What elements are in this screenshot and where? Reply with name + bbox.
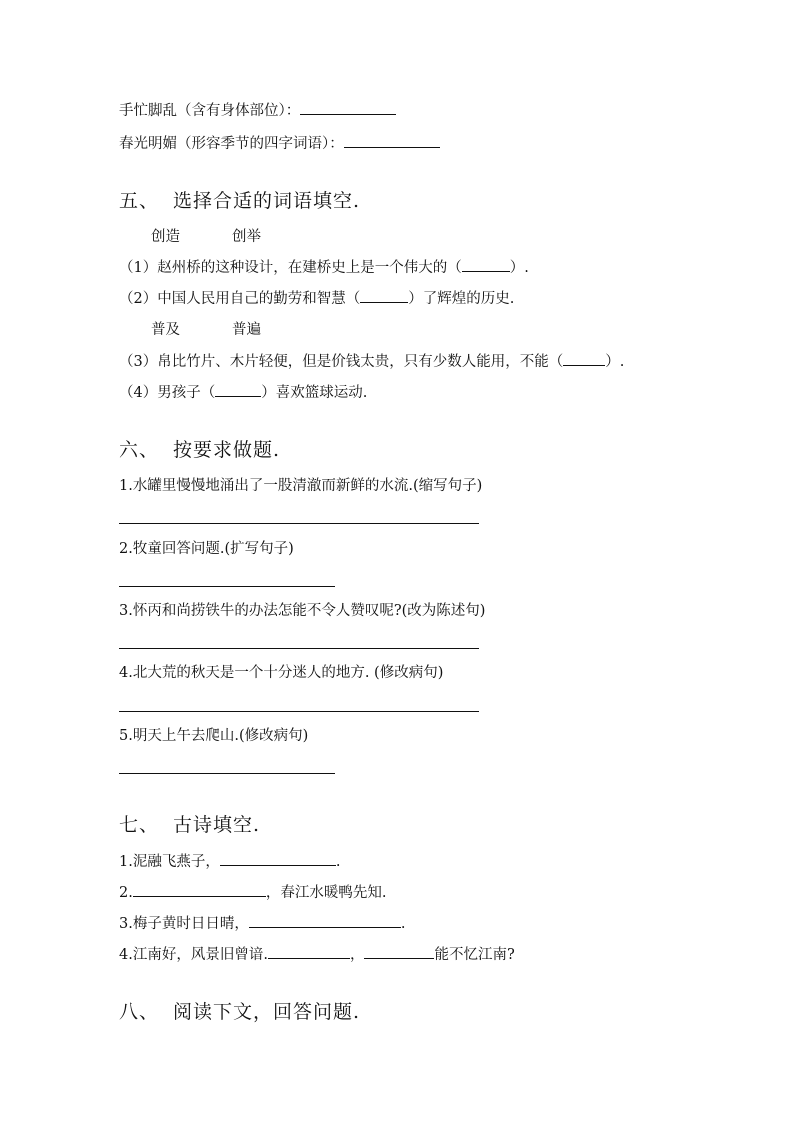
idiom-line-2 [119,133,440,154]
fill-blank[interactable] [220,851,336,866]
word-option: 创造 [151,229,180,245]
section-number: 六、 [119,439,160,461]
fill-blank[interactable] [360,288,408,303]
question-text: 4.江南好，风景旧曾谙. [119,947,268,963]
question-text: 3.梅子黄时日日晴， [119,916,249,932]
question-text: . [335,854,341,870]
question-text: （2）中国人民用自己的勤劳和智慧（ [119,291,361,307]
idiom-prompt-2: 春光明媚（形容季节的四字词语）： [119,136,344,152]
section-number: 七、 [119,814,160,836]
poem-question-2 [119,882,386,903]
fill-blank[interactable] [268,944,350,959]
question-text: （1）赵州桥的这种设计，在建桥史上是一个伟大的（ [119,260,462,276]
answer-line[interactable] [119,773,335,774]
question-6-4: 4.北大荒的秋天是一个十分迷人的地方. (修改病句) [119,665,444,681]
section-title: 选择合适的词语填空. [173,190,361,212]
section-title: 按要求做题. [173,439,281,461]
answer-line[interactable] [119,586,335,587]
section-5-heading [119,189,360,213]
section-6-heading [119,438,280,462]
question-6-1: 1.水罐里慢慢地涌出了一股清澈而新鲜的水流.(缩写句子) [119,478,483,494]
question-5-1 [119,257,529,278]
word-option: 创举 [232,229,261,245]
question-text: ，春江水暖鸭先知. [265,885,387,901]
fill-blank[interactable] [344,133,440,148]
idiom-line-1 [119,100,396,121]
idiom-prompt-1: 手忙脚乱（含有身体部位）： [119,103,301,119]
question-text: . [400,916,406,932]
question-5-3 [119,351,624,372]
section-title: 阅读下文，回答问题. [173,1001,361,1023]
answer-line[interactable] [119,523,479,524]
question-text: ， [349,947,365,963]
question-text: （3）帛比竹片、木片轻便，但是价钱太贵，只有少数人能用，不能（ [119,354,564,370]
question-text: ）. [605,354,625,370]
question-text: ）喜欢篮球运动. [261,385,368,401]
question-text: 1.泥融飞燕子， [119,854,220,870]
question-5-4 [119,382,367,403]
question-text: 2. [119,885,133,901]
fill-blank[interactable] [462,257,510,272]
section-title: 古诗填空. [173,814,261,836]
poem-question-3 [119,913,405,934]
fill-blank[interactable] [249,913,401,928]
question-6-3: 3.怀丙和尚捞铁牛的办法怎能不令人赞叹呢?(改为陈述句) [119,603,486,619]
answer-line[interactable] [119,648,479,649]
section-number: 八、 [119,1001,160,1023]
question-6-5: 5.明天上午去爬山.(修改病句) [119,728,309,744]
answer-line[interactable] [119,711,479,712]
poem-question-1 [119,851,340,872]
question-text: ）了辉煌的历史. [408,291,515,307]
word-option: 普及 [151,322,180,338]
section-8-heading [119,1000,360,1024]
question-5-2 [119,288,514,309]
question-text: 能不忆江南? [434,947,515,963]
question-6-2: 2.牧童回答问题.(扩写句子) [119,541,294,557]
question-text: （4）男孩子（ [119,385,216,401]
word-option: 普遍 [232,322,261,338]
section-7-heading [119,813,260,837]
fill-blank[interactable] [215,382,261,397]
fill-blank[interactable] [300,100,396,115]
section-number: 五、 [119,190,160,212]
fill-blank[interactable] [563,351,605,366]
question-text: ）. [509,260,529,276]
poem-question-4 [119,944,515,965]
fill-blank[interactable] [364,944,434,959]
fill-blank[interactable] [133,882,266,897]
